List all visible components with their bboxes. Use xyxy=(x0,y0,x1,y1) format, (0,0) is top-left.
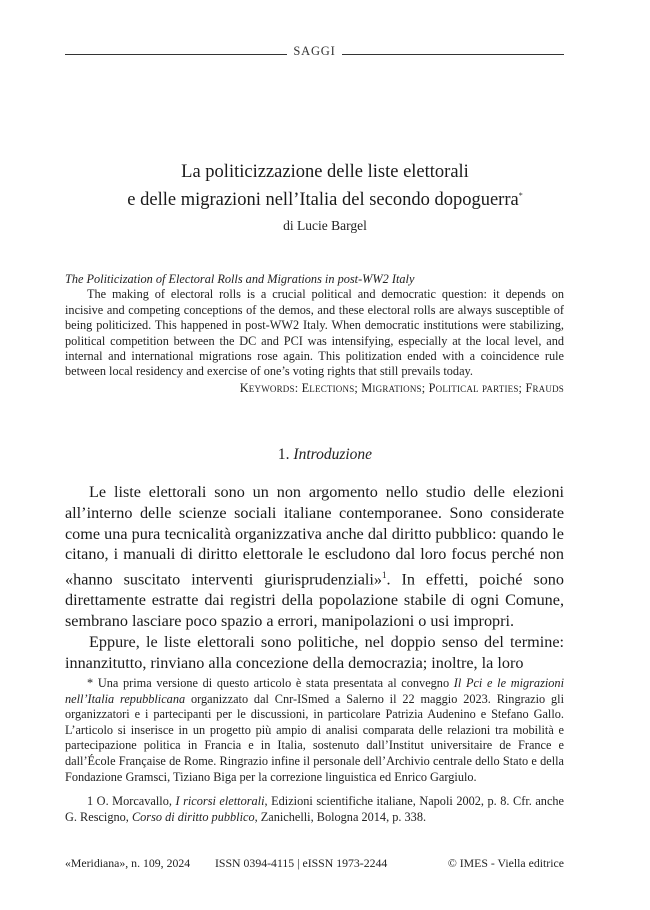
body-text xyxy=(65,482,564,674)
paragraph-1: Le liste elettorali sono un non argomento nello studio delle elezioni all’interno delle scienze sociali italiane contemporanee. Sono considerate come una pura tecnicalità organizzativa anche dal diritto pubblico: quando le citano, i manuali di diritto elettorale le escludono dal loro focus perché non «hanno suscitato interventi giurisprudenziali»$^1$. In effetti, poiché sono direttamente estratte dai registri della popolazione stabile di ogni Comune, sembrano lasciare poco spazio a errori, manipolazioni o usi impropri. xyxy=(65,483,564,631)
author-byline: di Lucie Bargel xyxy=(283,218,367,233)
title-line-1: La politicizzazione delle liste elettorali xyxy=(181,162,469,182)
section-label: SAGGI xyxy=(293,44,336,58)
footnote-1: 1 O. Morcavallo, I ricorsi elettorali, Edizioni scientifiche italiane, Napoli 2002, p. 8. Cfr. anche G. Rescigno, Corso di diritto pubblico, Zanichelli, Bologna 2014, p. 338. xyxy=(65,794,565,824)
issn: ISSN 0394-4115 | eISSN 1973-2244 xyxy=(215,856,388,870)
footnote-ref-1[interactable]: 1 xyxy=(381,570,387,581)
footnote-star: * Una prima versione di questo articolo è stata presentata al convegno Il Pci e le migrazioni nell’Italia repubblicana organizzato dal Cnr-ISmed a Salerno il 22 maggio 2023. Ringrazio gli organizzatori e i partecipanti per le discussioni, in particolare Patrizia Audenino e Stefano Gallo. L’articolo si inserisce in un progetto più ampio di analisi comparata delle relazioni tra mobilità e partecipazione politica in Francia e in Italia, sostenuto dall’Institut universitaire de France e dall’École Française de Rome. Ringrazio infine il personale dell’Archivio centrale dello Stato e della Fondazione Gramsci, Tiziano Biga per la correzione linguistica ed Enrico Gargiulo. xyxy=(65,676,564,784)
page-footer xyxy=(65,856,564,872)
running-head xyxy=(65,44,564,64)
header-rule-right xyxy=(342,54,564,55)
abstract-body: The making of electoral rolls is a crucial political and democratic question: it depends on incisive and competing conceptions of the demos, and these electoral rolls are always susceptible of being politicized. This happened in post-WW2 Italy. When democratic institutions were stabilizing, political competition between the DC and PCI was intensifying, especially at the local level, and internal and international migrations rose again. This politization ended with a coincidence rule between local residency and exercise of one’s voting rights that still prevails today. xyxy=(65,287,564,379)
title-footnote-marker[interactable]: * xyxy=(518,191,523,200)
publisher: © IMES - Viella editrice xyxy=(447,856,564,870)
section-number: 1. xyxy=(277,446,290,463)
section-name: Introduzione xyxy=(293,446,373,463)
keywords: Keywords: Elections; Migrations; Political parties; Frauds xyxy=(239,380,564,395)
journal-citation: «Meridiana», n. 109, 2024 xyxy=(65,856,191,870)
abstract-title: The Politicization of Electoral Rolls and Migrations in post-WW2 Italy xyxy=(65,272,415,286)
paragraph-2: Eppure, le liste elettorali sono politiche, nel doppio senso del termine: innanzitutto, rinviano alla concezione della democrazia; inoltre, la loro xyxy=(65,632,564,672)
article-title xyxy=(60,160,590,212)
title-line-2: e delle migrazioni nell’Italia del secondo dopoguerra* xyxy=(127,190,523,211)
footnotes xyxy=(65,676,564,825)
section-heading xyxy=(60,446,590,464)
abstract xyxy=(65,272,564,396)
